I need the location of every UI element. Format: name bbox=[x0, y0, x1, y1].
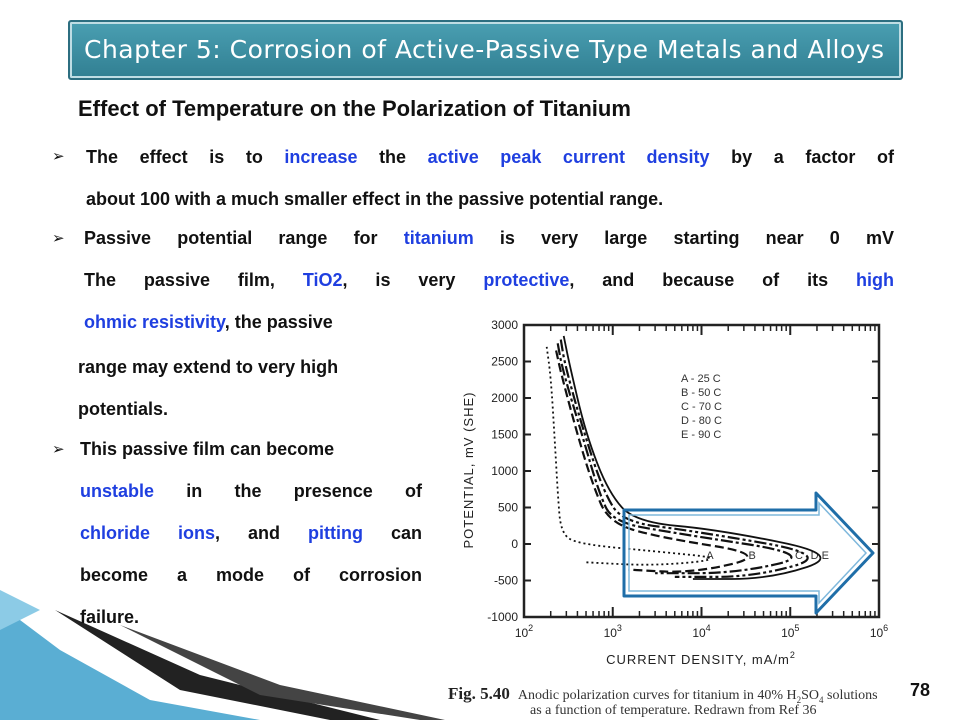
y-tick-label: 0 bbox=[511, 537, 518, 551]
bullet-2-line-3: ohmic resistivity, the passive bbox=[84, 312, 333, 332]
slide-subtitle: Effect of Temperature on the Polarization of Titanium bbox=[78, 96, 631, 121]
figure-label: Fig. 5.40 bbox=[448, 684, 510, 703]
y-tick-label: -1000 bbox=[487, 610, 518, 624]
x-axis-label: CURRENT DENSITY, $mA/m^2$ bbox=[606, 650, 796, 667]
bullet-3-line-3: chloride ions, and pitting can bbox=[80, 523, 422, 543]
bullet-3-line-2: unstable in the presence of bbox=[80, 481, 422, 501]
bullet-2-continued bbox=[78, 346, 428, 430]
curve-label: C bbox=[794, 549, 803, 562]
x-tick-label: $10^4$ bbox=[692, 623, 711, 640]
legend-entry: E - 90 C bbox=[681, 429, 722, 441]
y-tick-label: 3000 bbox=[491, 318, 518, 332]
y-tick-label: 1500 bbox=[491, 427, 518, 442]
bullet-arrow-icon: ➢ bbox=[52, 230, 65, 247]
bullet-arrow-icon: ➢ bbox=[52, 148, 65, 165]
y-axis-label: POTENTIAL, mV (SHE) bbox=[461, 391, 476, 549]
bullet-3 bbox=[80, 428, 422, 638]
bullet-3-line-5: failure. bbox=[80, 607, 140, 627]
title-bar bbox=[68, 20, 903, 80]
curve-c bbox=[558, 343, 792, 573]
bullet-1 bbox=[86, 136, 894, 220]
curve-label: A bbox=[706, 549, 714, 562]
curve-label: D bbox=[810, 549, 819, 562]
bullet-2-line-5: potentials. bbox=[78, 399, 169, 419]
bullet-2-line-2: The passive film, TiO2, is very protective, and because of its high bbox=[84, 270, 895, 290]
figure-caption: Fig. 5.40 Anodic polarization curves for titanium in 40% $H_2SO_4$ solutions as a function of temperature. Redrawn from Ref 36 bbox=[448, 684, 878, 718]
x-tick-label: $10^2$ bbox=[514, 623, 534, 640]
y-tick-label: 1000 bbox=[491, 464, 518, 478]
legend-entry: B - 50 C bbox=[681, 387, 722, 399]
slide-title: Chapter 5: Corrosion of Active-Passive Type Metals and Alloys bbox=[84, 35, 885, 64]
curve-label: B bbox=[748, 549, 756, 562]
page-number: 78 bbox=[910, 680, 931, 700]
bullet-3-line-1: This passive film can become bbox=[80, 439, 335, 459]
polarization-chart bbox=[446, 310, 916, 680]
x-tick-label: $10^6$ bbox=[869, 623, 889, 640]
bullet-1-line-2: about 100 with a much smaller effect in the passive potential range. bbox=[86, 189, 664, 209]
bullet-arrow-icon: ➢ bbox=[52, 441, 65, 458]
legend-entry: A - 25 C bbox=[681, 373, 721, 385]
y-tick-label: 500 bbox=[497, 500, 518, 515]
bullet-1-line-1: The effect is to increase the active peak current density by a factor of bbox=[86, 147, 894, 167]
figure-caption-line-2: as a function of temperature. Redrawn from Ref 36 bbox=[530, 702, 817, 718]
x-tick-label: $10^3$ bbox=[603, 623, 622, 640]
polarization-figure bbox=[446, 310, 916, 715]
chart-legend bbox=[681, 373, 722, 441]
y-tick-label: 2000 bbox=[491, 391, 518, 405]
bullet-2-line-4: range may extend to very high bbox=[78, 357, 339, 377]
curve-label: E bbox=[821, 549, 830, 562]
y-tick-label: -500 bbox=[493, 573, 518, 588]
y-tick-label: 2500 bbox=[491, 354, 518, 369]
legend-entry: D - 80 C bbox=[681, 415, 722, 427]
plot-frame bbox=[524, 325, 879, 617]
bullet-3-line-4: become a mode of corrosion bbox=[80, 565, 422, 585]
bullet-2-line-1: Passive potential range for titanium is very large starting near 0 mV bbox=[84, 228, 894, 248]
legend-entry: C - 70 C bbox=[681, 401, 722, 413]
x-tick-label: $10^5$ bbox=[781, 623, 800, 640]
